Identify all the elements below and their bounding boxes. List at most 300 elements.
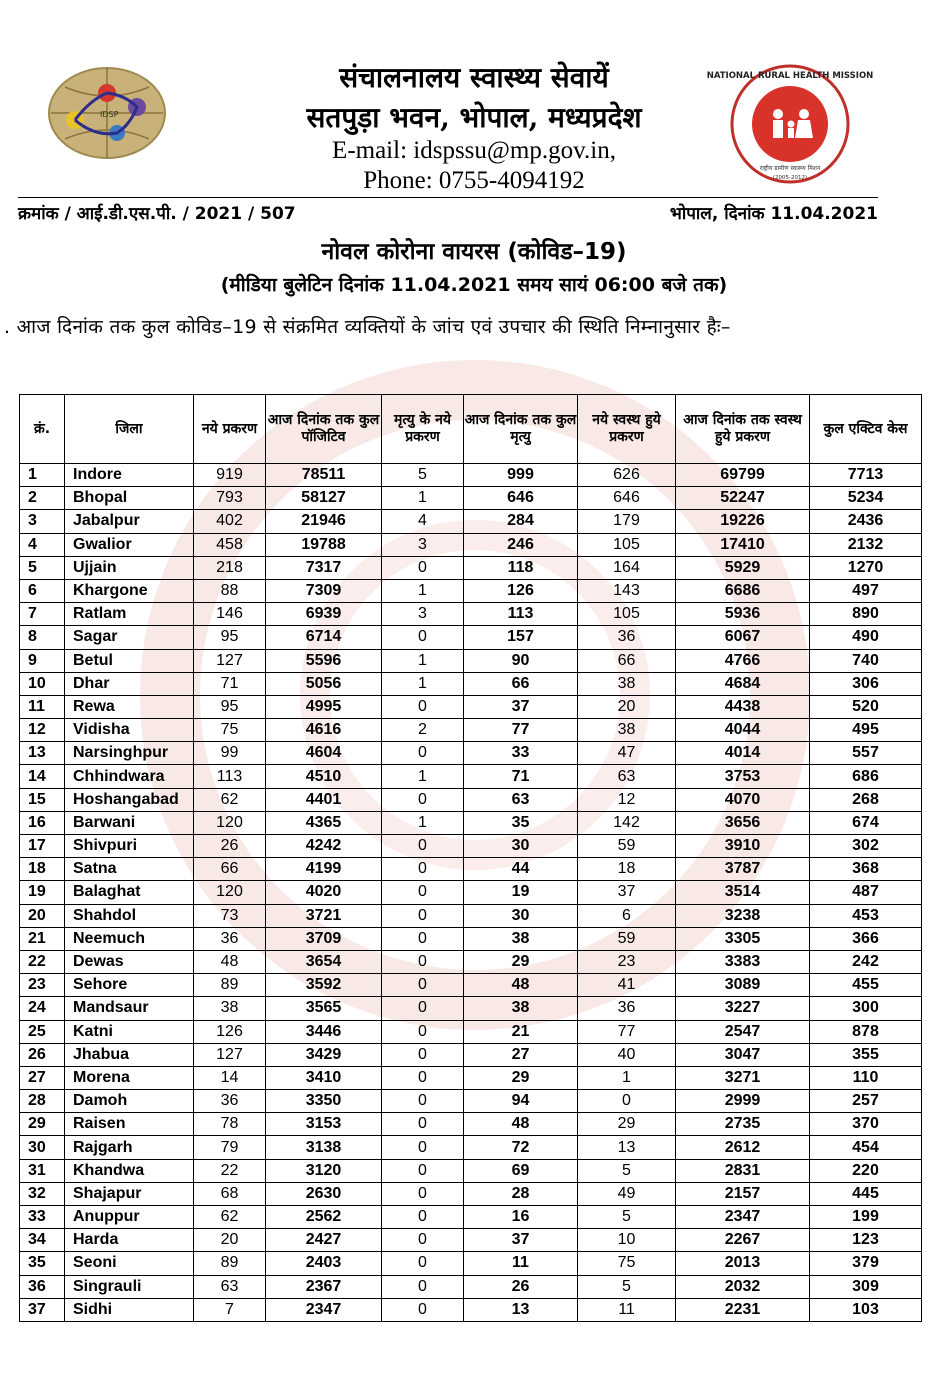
nrhm-logo-text: NATIONAL RURAL HEALTH MISSION <box>706 71 874 81</box>
cell-new-recovered: 5 <box>578 1206 676 1229</box>
cell-new-deaths: 1 <box>382 579 464 602</box>
cell-total-recovered: 3047 <box>676 1043 810 1066</box>
header-district: जिला <box>65 395 194 464</box>
cell-total-positive: 7317 <box>266 556 382 579</box>
cell-new-cases: 62 <box>194 1206 266 1229</box>
cell-new-recovered: 105 <box>578 533 676 556</box>
cell-new-deaths: 0 <box>382 1066 464 1089</box>
cell-new-cases: 79 <box>194 1136 266 1159</box>
cell-serial: 15 <box>20 788 65 811</box>
cell-active-cases: 370 <box>810 1113 922 1136</box>
cell-new-recovered: 23 <box>578 950 676 973</box>
cell-total-positive: 21946 <box>266 510 382 533</box>
cell-serial: 28 <box>20 1090 65 1113</box>
cell-total-deaths: 246 <box>464 533 578 556</box>
table-row <box>20 1113 922 1136</box>
cell-total-deaths: 11 <box>464 1252 578 1275</box>
cell-new-recovered: 0 <box>578 1090 676 1113</box>
table-row <box>20 1136 922 1159</box>
cell-serial: 5 <box>20 556 65 579</box>
cell-serial: 14 <box>20 765 65 788</box>
cell-new-cases: 22 <box>194 1159 266 1182</box>
cell-active-cases: 453 <box>810 904 922 927</box>
cell-new-deaths: 0 <box>382 835 464 858</box>
cell-new-recovered: 36 <box>578 997 676 1020</box>
cell-serial: 2 <box>20 487 65 510</box>
cell-new-deaths: 3 <box>382 603 464 626</box>
cell-total-positive: 3446 <box>266 1020 382 1043</box>
table-row <box>20 695 922 718</box>
cell-new-cases: 126 <box>194 1020 266 1043</box>
cell-total-positive: 3654 <box>266 950 382 973</box>
cell-total-deaths: 16 <box>464 1206 578 1229</box>
cell-district: Barwani <box>65 811 194 834</box>
cell-new-cases: 89 <box>194 974 266 997</box>
cell-total-deaths: 44 <box>464 858 578 881</box>
cell-total-recovered: 2013 <box>676 1252 810 1275</box>
cell-total-positive: 2347 <box>266 1298 382 1321</box>
cell-serial: 6 <box>20 579 65 602</box>
cell-district: Hoshangabad <box>65 788 194 811</box>
cell-new-deaths: 1 <box>382 487 464 510</box>
cell-new-recovered: 38 <box>578 719 676 742</box>
cell-new-cases: 402 <box>194 510 266 533</box>
cell-active-cases: 2132 <box>810 533 922 556</box>
header-serial: क्रं. <box>20 395 65 464</box>
cell-total-recovered: 2612 <box>676 1136 810 1159</box>
cell-new-deaths: 0 <box>382 626 464 649</box>
cell-new-cases: 919 <box>194 464 266 487</box>
cell-district: Anuppur <box>65 1206 194 1229</box>
cell-new-recovered: 142 <box>578 811 676 834</box>
cell-new-deaths: 0 <box>382 1252 464 1275</box>
cell-new-deaths: 0 <box>382 1275 464 1298</box>
cell-new-cases: 73 <box>194 904 266 927</box>
place-date: भोपाल, दिनांक 11.04.2021 <box>669 204 878 224</box>
cell-district: Jhabua <box>65 1043 194 1066</box>
cell-new-recovered: 59 <box>578 835 676 858</box>
cell-new-cases: 113 <box>194 765 266 788</box>
cell-new-deaths: 0 <box>382 1206 464 1229</box>
table-row <box>20 974 922 997</box>
cell-serial: 30 <box>20 1136 65 1159</box>
table-row <box>20 927 922 950</box>
cell-total-deaths: 284 <box>464 510 578 533</box>
cell-total-recovered: 69799 <box>676 464 810 487</box>
cell-total-deaths: 90 <box>464 649 578 672</box>
cell-total-deaths: 66 <box>464 672 578 695</box>
table-row <box>20 1090 922 1113</box>
cell-serial: 31 <box>20 1159 65 1182</box>
cell-active-cases: 455 <box>810 974 922 997</box>
cell-active-cases: 309 <box>810 1275 922 1298</box>
cell-active-cases: 890 <box>810 603 922 626</box>
cell-total-deaths: 77 <box>464 719 578 742</box>
cell-new-cases: 66 <box>194 858 266 881</box>
cell-new-recovered: 47 <box>578 742 676 765</box>
table-row <box>20 579 922 602</box>
cell-total-positive: 2562 <box>266 1206 382 1229</box>
cell-total-deaths: 29 <box>464 1066 578 1089</box>
cell-new-deaths: 0 <box>382 1182 464 1205</box>
cell-total-deaths: 28 <box>464 1182 578 1205</box>
cell-total-positive: 6714 <box>266 626 382 649</box>
cell-new-recovered: 37 <box>578 881 676 904</box>
cell-total-deaths: 646 <box>464 487 578 510</box>
cell-total-deaths: 30 <box>464 835 578 858</box>
cell-total-recovered: 2547 <box>676 1020 810 1043</box>
cell-total-deaths: 30 <box>464 904 578 927</box>
cell-new-cases: 458 <box>194 533 266 556</box>
header-new-deaths: मृत्यु के नये प्रकरण <box>382 395 464 464</box>
cell-active-cases: 306 <box>810 672 922 695</box>
cell-new-recovered: 179 <box>578 510 676 533</box>
table-row <box>20 788 922 811</box>
cell-new-deaths: 2 <box>382 719 464 742</box>
cell-total-deaths: 999 <box>464 464 578 487</box>
cell-district: Vidisha <box>65 719 194 742</box>
cell-new-deaths: 0 <box>382 974 464 997</box>
cell-total-deaths: 29 <box>464 950 578 973</box>
cell-total-deaths: 69 <box>464 1159 578 1182</box>
cell-total-deaths: 38 <box>464 997 578 1020</box>
cell-active-cases: 454 <box>810 1136 922 1159</box>
cell-district: Ratlam <box>65 603 194 626</box>
cell-new-cases: 127 <box>194 1043 266 1066</box>
cell-new-cases: 68 <box>194 1182 266 1205</box>
table-row <box>20 1020 922 1043</box>
cell-district: Damoh <box>65 1090 194 1113</box>
cell-serial: 20 <box>20 904 65 927</box>
cell-total-positive: 19788 <box>266 533 382 556</box>
cell-total-positive: 3410 <box>266 1066 382 1089</box>
cell-total-recovered: 4014 <box>676 742 810 765</box>
cell-new-deaths: 0 <box>382 1113 464 1136</box>
cell-serial: 35 <box>20 1252 65 1275</box>
cell-new-deaths: 5 <box>382 464 464 487</box>
cell-new-deaths: 1 <box>382 672 464 695</box>
cell-new-cases: 20 <box>194 1229 266 1252</box>
cell-new-deaths: 0 <box>382 1298 464 1321</box>
cell-new-recovered: 20 <box>578 695 676 718</box>
cell-total-positive: 3153 <box>266 1113 382 1136</box>
cell-new-recovered: 59 <box>578 927 676 950</box>
nrhm-logo-years: (2005-2012) <box>772 175 808 181</box>
cell-new-deaths: 0 <box>382 881 464 904</box>
cell-active-cases: 199 <box>810 1206 922 1229</box>
cell-serial: 33 <box>20 1206 65 1229</box>
cell-active-cases: 740 <box>810 649 922 672</box>
table-row <box>20 487 922 510</box>
cell-active-cases: 878 <box>810 1020 922 1043</box>
cell-serial: 1 <box>20 464 65 487</box>
cell-new-cases: 793 <box>194 487 266 510</box>
cell-total-recovered: 2157 <box>676 1182 810 1205</box>
cell-district: Jabalpur <box>65 510 194 533</box>
cell-total-positive: 4365 <box>266 811 382 834</box>
cell-total-recovered: 3089 <box>676 974 810 997</box>
cell-new-recovered: 41 <box>578 974 676 997</box>
cell-total-positive: 2427 <box>266 1229 382 1252</box>
cell-active-cases: 686 <box>810 765 922 788</box>
cell-total-positive: 3592 <box>266 974 382 997</box>
table-row <box>20 464 922 487</box>
cell-active-cases: 495 <box>810 719 922 742</box>
cell-total-recovered: 3910 <box>676 835 810 858</box>
cell-active-cases: 2436 <box>810 510 922 533</box>
cell-active-cases: 103 <box>810 1298 922 1321</box>
cell-total-positive: 6939 <box>266 603 382 626</box>
cell-total-positive: 3138 <box>266 1136 382 1159</box>
cell-total-deaths: 21 <box>464 1020 578 1043</box>
cell-total-positive: 3565 <box>266 997 382 1020</box>
cell-active-cases: 490 <box>810 626 922 649</box>
cell-new-deaths: 0 <box>382 1043 464 1066</box>
table-row <box>20 997 922 1020</box>
cell-total-deaths: 118 <box>464 556 578 579</box>
cell-total-recovered: 6067 <box>676 626 810 649</box>
cell-district: Mandsaur <box>65 997 194 1020</box>
cell-new-deaths: 1 <box>382 765 464 788</box>
cell-new-recovered: 66 <box>578 649 676 672</box>
cell-total-positive: 4242 <box>266 835 382 858</box>
cell-district: Indore <box>65 464 194 487</box>
cell-total-positive: 5596 <box>266 649 382 672</box>
cell-active-cases: 520 <box>810 695 922 718</box>
cell-new-cases: 78 <box>194 1113 266 1136</box>
cell-new-deaths: 0 <box>382 904 464 927</box>
bulletin-title: नोवल कोरोना वायरस (कोविड–19) <box>321 239 627 265</box>
cell-serial: 7 <box>20 603 65 626</box>
cell-district: Satna <box>65 858 194 881</box>
table-row <box>20 556 922 579</box>
cell-new-cases: 63 <box>194 1275 266 1298</box>
cell-total-deaths: 113 <box>464 603 578 626</box>
cell-new-deaths: 0 <box>382 1020 464 1043</box>
cell-serial: 22 <box>20 950 65 973</box>
cell-new-recovered: 75 <box>578 1252 676 1275</box>
cell-active-cases: 497 <box>810 579 922 602</box>
cell-total-recovered: 3514 <box>676 881 810 904</box>
cell-active-cases: 5234 <box>810 487 922 510</box>
cell-district: Khargone <box>65 579 194 602</box>
cell-new-cases: 218 <box>194 556 266 579</box>
cell-new-recovered: 36 <box>578 626 676 649</box>
cell-district: Morena <box>65 1066 194 1089</box>
reference-number: क्रमांक / आई.डी.एस.पी. / 2021 / 507 <box>18 204 296 224</box>
cell-total-positive: 78511 <box>266 464 382 487</box>
cell-total-recovered: 2032 <box>676 1275 810 1298</box>
cell-total-positive: 3721 <box>266 904 382 927</box>
table-row <box>20 858 922 881</box>
cell-new-recovered: 18 <box>578 858 676 881</box>
cell-total-positive: 2403 <box>266 1252 382 1275</box>
cell-new-recovered: 164 <box>578 556 676 579</box>
cell-active-cases: 1270 <box>810 556 922 579</box>
cell-total-positive: 58127 <box>266 487 382 510</box>
table-row <box>20 881 922 904</box>
header-email: E-mail: idspssu@mp.gov.in, <box>332 137 616 164</box>
cell-total-deaths: 157 <box>464 626 578 649</box>
cell-serial: 13 <box>20 742 65 765</box>
cell-total-deaths: 26 <box>464 1275 578 1298</box>
cell-new-deaths: 0 <box>382 695 464 718</box>
cell-total-deaths: 94 <box>464 1090 578 1113</box>
cell-new-cases: 120 <box>194 811 266 834</box>
cell-new-deaths: 0 <box>382 1159 464 1182</box>
cell-total-deaths: 13 <box>464 1298 578 1321</box>
table-row <box>20 950 922 973</box>
cell-district: Sehore <box>65 974 194 997</box>
cell-total-recovered: 4684 <box>676 672 810 695</box>
cell-new-cases: 146 <box>194 603 266 626</box>
cell-total-deaths: 33 <box>464 742 578 765</box>
cell-total-recovered: 4438 <box>676 695 810 718</box>
cell-total-positive: 5056 <box>266 672 382 695</box>
cell-total-positive: 4510 <box>266 765 382 788</box>
header-total-positive: आज दिनांक तक कुल पॉजिटिव <box>266 395 382 464</box>
table-row <box>20 1206 922 1229</box>
cell-district: Gwalior <box>65 533 194 556</box>
cell-serial: 23 <box>20 974 65 997</box>
cell-serial: 11 <box>20 695 65 718</box>
cell-total-deaths: 63 <box>464 788 578 811</box>
cell-new-deaths: 3 <box>382 533 464 556</box>
cell-total-deaths: 35 <box>464 811 578 834</box>
cell-district: Dewas <box>65 950 194 973</box>
nrhm-logo-subtext: राष्ट्रीय ग्रामीण स्वास्थ्य मिशन <box>759 165 821 172</box>
cell-new-cases: 38 <box>194 997 266 1020</box>
cell-new-recovered: 1 <box>578 1066 676 1089</box>
table-row <box>20 1252 922 1275</box>
cell-total-recovered: 19226 <box>676 510 810 533</box>
cell-total-positive: 4401 <box>266 788 382 811</box>
cell-new-deaths: 0 <box>382 950 464 973</box>
cell-total-deaths: 37 <box>464 1229 578 1252</box>
cell-total-recovered: 2231 <box>676 1298 810 1321</box>
header-new-cases: नये प्रकरण <box>194 395 266 464</box>
cell-total-recovered: 3656 <box>676 811 810 834</box>
cell-new-cases: 26 <box>194 835 266 858</box>
cell-total-recovered: 6686 <box>676 579 810 602</box>
cell-new-cases: 7 <box>194 1298 266 1321</box>
intro-text: . आज दिनांक तक कुल कोविड–19 से संक्रमित व्यक्तियों के जांच एवं उपचार की स्थिति निम्नानुसार हैः– <box>4 316 731 338</box>
cell-active-cases: 366 <box>810 927 922 950</box>
cell-total-positive: 7309 <box>266 579 382 602</box>
cell-total-deaths: 48 <box>464 974 578 997</box>
table-row <box>20 603 922 626</box>
cell-total-positive: 2630 <box>266 1182 382 1205</box>
cell-district: Dhar <box>65 672 194 695</box>
cell-new-recovered: 29 <box>578 1113 676 1136</box>
cell-serial: 34 <box>20 1229 65 1252</box>
cell-new-recovered: 5 <box>578 1275 676 1298</box>
cell-district: Shivpuri <box>65 835 194 858</box>
cell-new-recovered: 77 <box>578 1020 676 1043</box>
cell-active-cases: 302 <box>810 835 922 858</box>
cell-new-recovered: 63 <box>578 765 676 788</box>
district-status-table <box>19 394 922 1322</box>
cell-new-recovered: 11 <box>578 1298 676 1321</box>
cell-district: Singrauli <box>65 1275 194 1298</box>
cell-new-cases: 99 <box>194 742 266 765</box>
cell-total-deaths: 126 <box>464 579 578 602</box>
cell-new-recovered: 626 <box>578 464 676 487</box>
cell-new-deaths: 0 <box>382 1136 464 1159</box>
cell-new-recovered: 646 <box>578 487 676 510</box>
cell-district: Seoni <box>65 1252 194 1275</box>
cell-active-cases: 355 <box>810 1043 922 1066</box>
cell-district: Ujjain <box>65 556 194 579</box>
cell-active-cases: 368 <box>810 858 922 881</box>
cell-new-cases: 48 <box>194 950 266 973</box>
table-row <box>20 1229 922 1252</box>
cell-total-recovered: 2267 <box>676 1229 810 1252</box>
cell-district: Sagar <box>65 626 194 649</box>
cell-serial: 16 <box>20 811 65 834</box>
table-row <box>20 811 922 834</box>
cell-district: Narsinghpur <box>65 742 194 765</box>
cell-district: Bhopal <box>65 487 194 510</box>
cell-new-cases: 62 <box>194 788 266 811</box>
table-row <box>20 1159 922 1182</box>
table-row <box>20 1275 922 1298</box>
cell-new-recovered: 5 <box>578 1159 676 1182</box>
cell-district: Chhindwara <box>65 765 194 788</box>
cell-district: Balaghat <box>65 881 194 904</box>
cell-active-cases: 300 <box>810 997 922 1020</box>
cell-serial: 17 <box>20 835 65 858</box>
cell-active-cases: 7713 <box>810 464 922 487</box>
table-row <box>20 765 922 788</box>
cell-total-positive: 4604 <box>266 742 382 765</box>
header-new-recovered: नये स्वस्थ हुये प्रकरण <box>578 395 676 464</box>
cell-new-recovered: 12 <box>578 788 676 811</box>
cell-total-recovered: 5929 <box>676 556 810 579</box>
cell-total-recovered: 3238 <box>676 904 810 927</box>
cell-district: Rewa <box>65 695 194 718</box>
cell-total-deaths: 72 <box>464 1136 578 1159</box>
cell-serial: 37 <box>20 1298 65 1321</box>
header-total-deaths: आज दिनांक तक कुल मृत्यु <box>464 395 578 464</box>
cell-new-recovered: 105 <box>578 603 676 626</box>
cell-new-cases: 88 <box>194 579 266 602</box>
table-row <box>20 1066 922 1089</box>
cell-total-recovered: 2347 <box>676 1206 810 1229</box>
cell-total-positive: 4616 <box>266 719 382 742</box>
cell-total-recovered: 3787 <box>676 858 810 881</box>
cell-serial: 18 <box>20 858 65 881</box>
cell-district: Shajapur <box>65 1182 194 1205</box>
cell-new-cases: 36 <box>194 927 266 950</box>
cell-serial: 9 <box>20 649 65 672</box>
cell-total-deaths: 19 <box>464 881 578 904</box>
cell-new-recovered: 40 <box>578 1043 676 1066</box>
cell-district: Rajgarh <box>65 1136 194 1159</box>
header-directorate: संचालनालय स्वास्थ्य सेवायें <box>339 61 609 94</box>
cell-total-positive: 4995 <box>266 695 382 718</box>
cell-new-cases: 14 <box>194 1066 266 1089</box>
cell-active-cases: 123 <box>810 1229 922 1252</box>
cell-new-recovered: 10 <box>578 1229 676 1252</box>
cell-new-cases: 95 <box>194 626 266 649</box>
table-header-row <box>20 395 922 464</box>
cell-serial: 27 <box>20 1066 65 1089</box>
header-phone: Phone: 0755-4094192 <box>363 167 585 194</box>
cell-new-recovered: 6 <box>578 904 676 927</box>
cell-total-recovered: 3271 <box>676 1066 810 1089</box>
cell-total-deaths: 38 <box>464 927 578 950</box>
